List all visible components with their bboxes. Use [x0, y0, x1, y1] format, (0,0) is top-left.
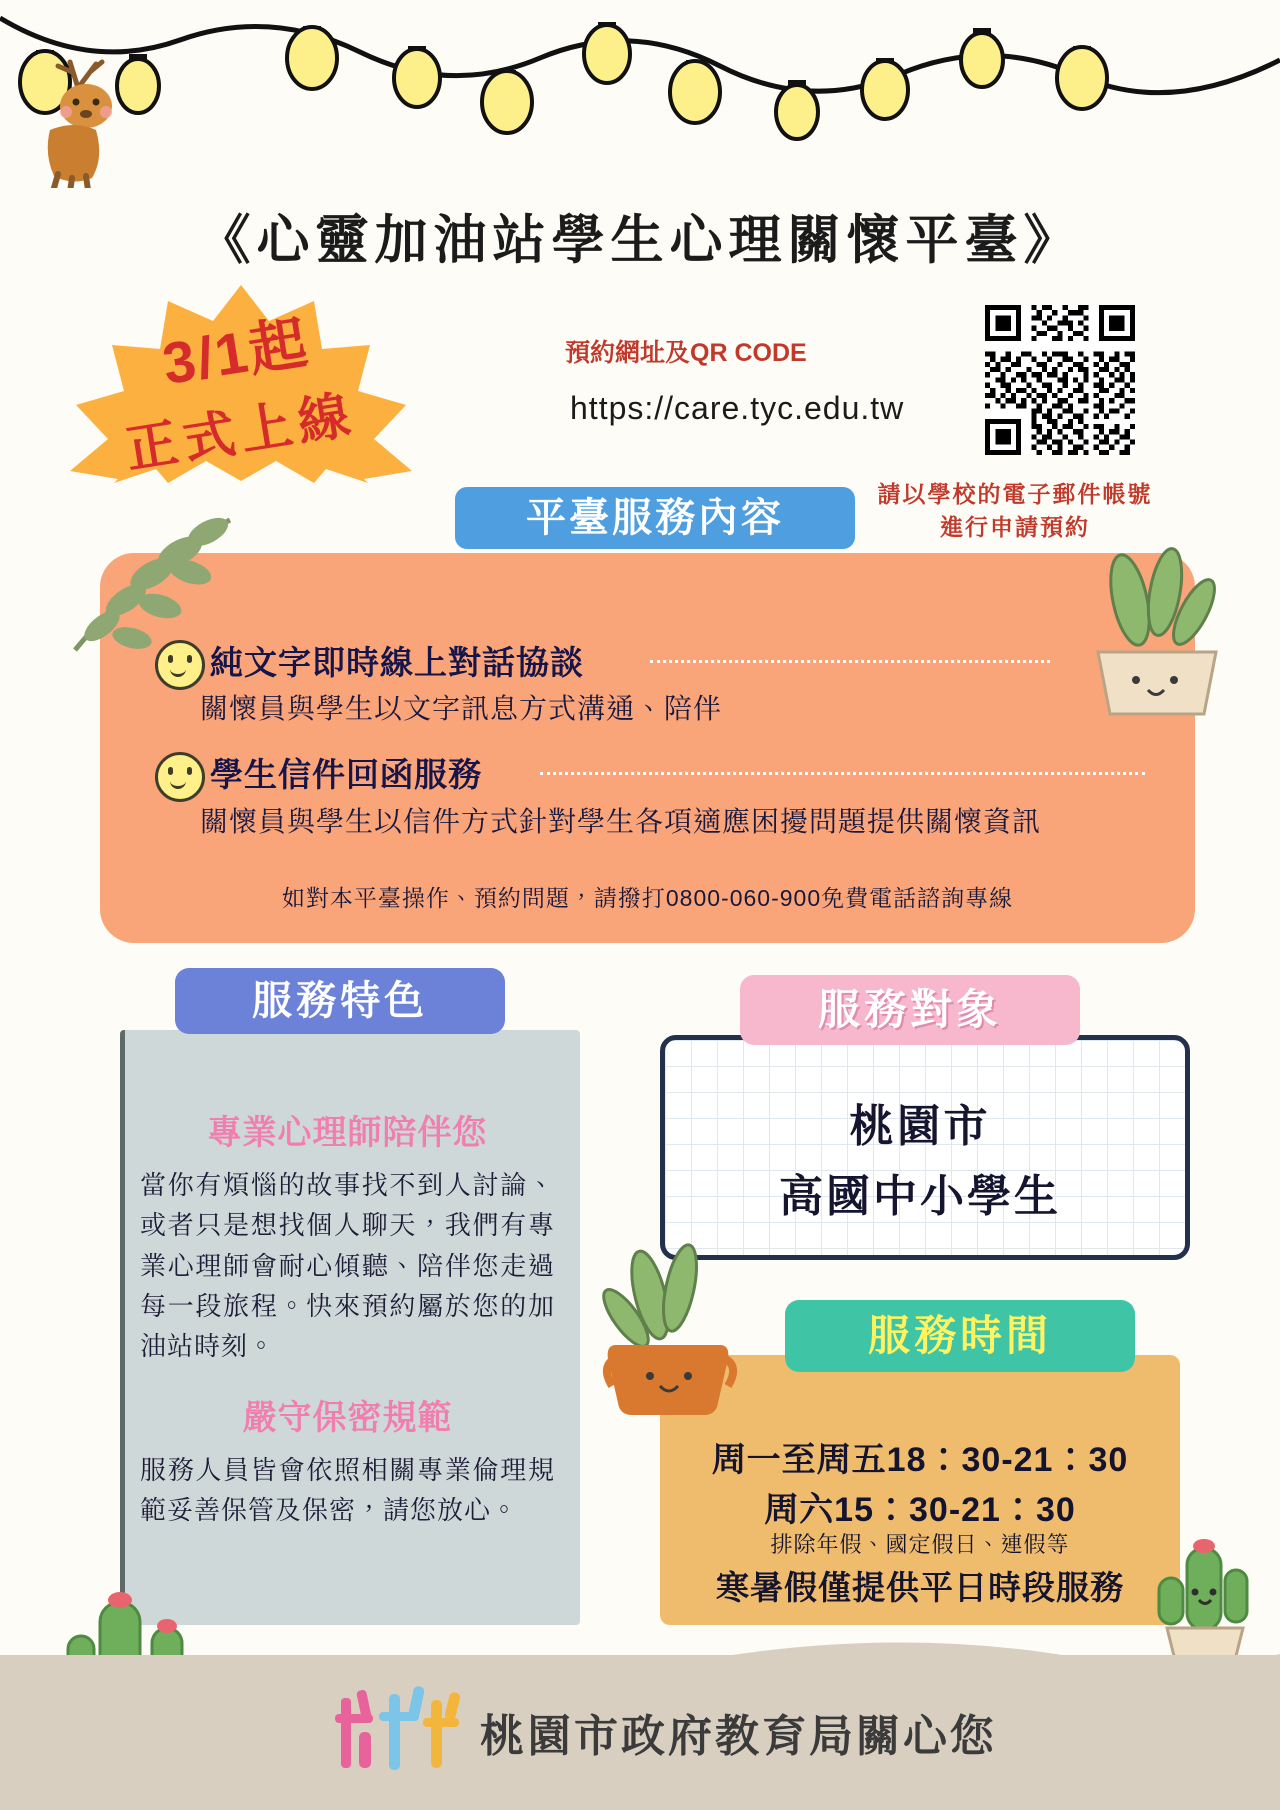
- divider-dots: [540, 772, 1145, 775]
- service-item-1-desc: 關懷員與學生以文字訊息方式溝通、陪伴: [200, 693, 723, 724]
- service-content-tag: [455, 487, 855, 549]
- feature-2-heading: 嚴守保密規範: [242, 1399, 453, 1437]
- string-lights-decoration: [0, 0, 1280, 170]
- features-tag-label: 服務特色: [252, 979, 428, 1023]
- launch-status-text: 正式上線: [121, 386, 360, 480]
- hours-tag: [785, 1300, 1135, 1372]
- hours-line-2: 周六15：30-21：30: [764, 1491, 1076, 1529]
- service-item-1-heading: 純文字即時線上對話協談: [210, 644, 584, 681]
- qr-label: 預約網址及QR CODE: [565, 339, 807, 367]
- target-tag: [740, 975, 1080, 1045]
- footer-text: 桃園市政府教育局關心您: [480, 1712, 997, 1761]
- feature-1-body: 當你有煩惱的故事找不到人討論、或者只是想找個人聊天，我們有專業心理師會耐心傾聽、陪伴您走過每一段旅程。快來預約屬於您的加油站時刻。: [140, 1170, 555, 1362]
- service-item-2-heading: 學生信件回函服務: [210, 756, 482, 793]
- divider-dots: [650, 660, 1050, 663]
- service-content-tag-label: 平臺服務內容: [526, 496, 784, 540]
- hours-tag-label: 服務時間: [867, 1312, 1052, 1359]
- hours-line-4: 寒暑假僅提供平日時段服務: [716, 1569, 1124, 1606]
- qr-note-line-2: 進行申請預約: [940, 514, 1090, 541]
- feature-2-body: 服務人員皆會依照相關專業倫理規範妥善保管及保密，請您放心。: [140, 1455, 555, 1526]
- deer-illustration: [10, 48, 190, 188]
- footer-wave-decoration: [0, 1620, 1280, 1710]
- qr-code-icon[interactable]: [985, 305, 1135, 455]
- features-tag: [175, 968, 505, 1034]
- qr-note-line-1: 請以學校的電子郵件帳號: [877, 481, 1153, 507]
- hours-line-1: 周一至周五18：30-21：30: [711, 1441, 1129, 1479]
- poster-title: 《心靈加油站學生心理關懷平臺》: [197, 210, 1083, 271]
- target-line-2: 高國中小學生: [779, 1172, 1061, 1221]
- feature-1-heading: 專業心理師陪伴您: [207, 1114, 488, 1152]
- launch-date-text: 3/1起: [158, 309, 314, 398]
- leaf-branch-decoration: [40, 510, 240, 690]
- hotline-note: 如對本平臺操作、預約問題，請撥打0800-060-900免費電話諮詢專線: [281, 885, 1014, 911]
- potted-succulent-decoration: [1070, 540, 1240, 720]
- target-tag-label: 服務對象: [817, 986, 1002, 1033]
- smiley-icon: [155, 752, 205, 802]
- hours-line-3: 排除年假、國定假日、連假等: [770, 1532, 1070, 1557]
- target-line-1: 桃園市: [849, 1102, 991, 1151]
- service-item-2-desc: 關懷員與學生以信件方式針對學生各項適應困擾問題提供關懷資訊: [200, 806, 1042, 837]
- reservation-url[interactable]: https://care.tyc.edu.tw: [570, 390, 905, 426]
- taoyuan-education-logo: [335, 1680, 465, 1785]
- potted-aloe-decoration: [580, 1240, 760, 1420]
- qr-note: [865, 478, 1165, 545]
